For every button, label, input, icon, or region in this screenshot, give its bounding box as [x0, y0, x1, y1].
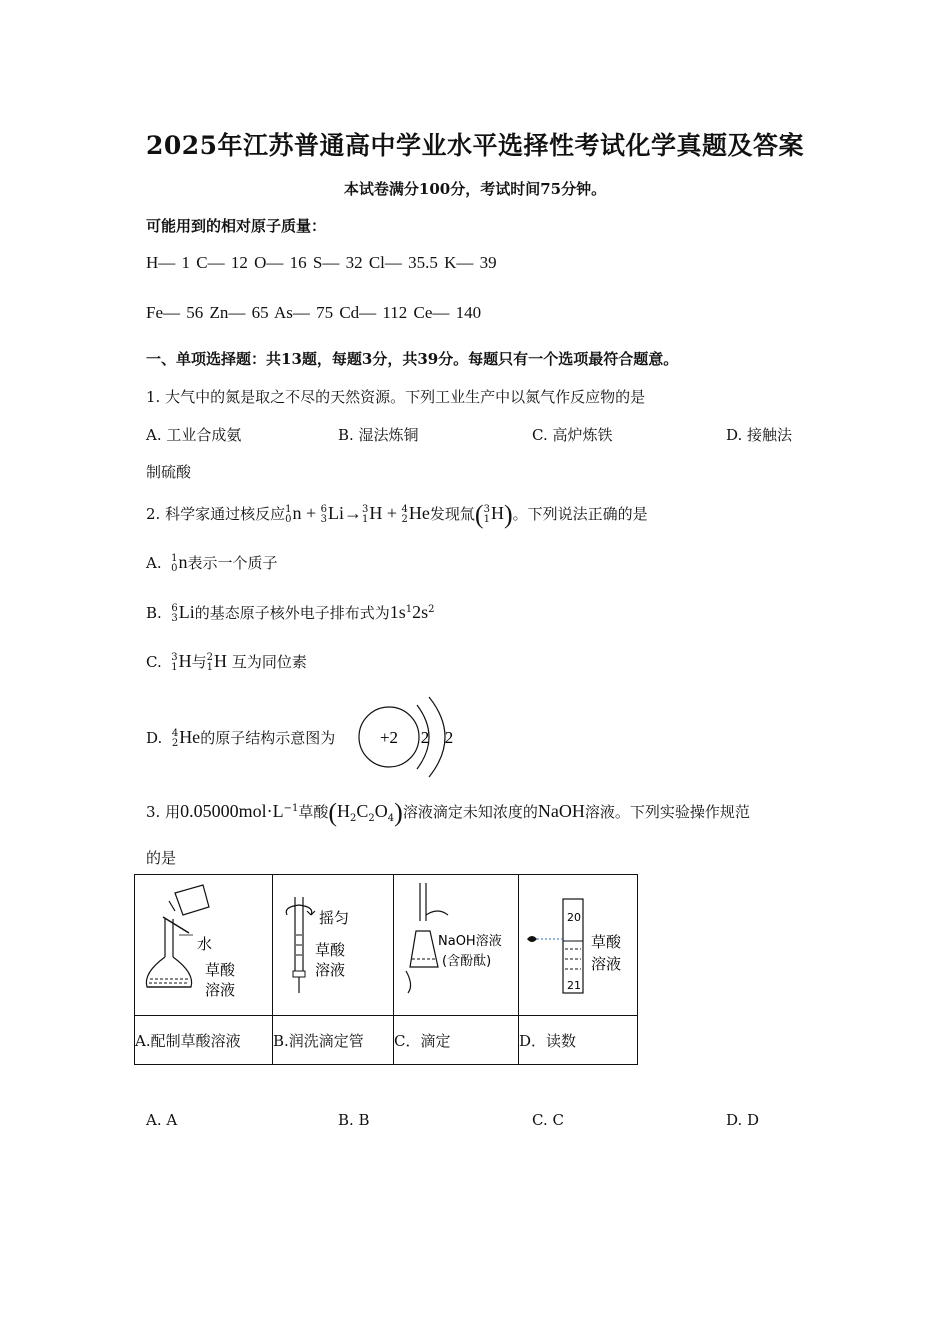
masses-line-2: Fe— 56 Zn— 65 As— 75 Cd— 112 Ce— 140 — [146, 303, 482, 322]
figure-b-burette-rinse — [273, 875, 394, 1016]
q1-option-b: B. 湿法炼铜 — [338, 426, 419, 444]
atomic-structure-diagram — [355, 695, 470, 780]
shell-1-electrons: 2 — [420, 728, 430, 747]
nucleus-charge: +2 — [379, 728, 399, 747]
svg-text:21: 21 — [567, 979, 581, 992]
svg-text:20: 20 — [567, 911, 581, 924]
q1-option-d: D. 接触法 — [726, 426, 793, 444]
shell-2-electrons: 2 — [444, 728, 454, 747]
exam-info: 本试卷满分100分，考试时间75分钟。 — [343, 180, 607, 198]
svg-text:(含酚酞): (含酚酞) — [442, 954, 492, 969]
q2-option-d: D. 4 2 He的原子结构示意图为 — [146, 727, 336, 749]
svg-text:溶液: 溶液 — [591, 955, 622, 973]
q1-option-c: C. 高炉炼铁 — [532, 426, 613, 444]
caption-d: D．读数 — [519, 1016, 638, 1065]
svg-text:NaOH溶液: NaOH溶液 — [438, 934, 502, 949]
caption-c: C．滴定 — [394, 1016, 519, 1065]
reaction-arrow: → — [344, 503, 362, 523]
q3-option-b: B. B — [338, 1111, 370, 1129]
q2-option-a: A. 1 0 n表示一个质子 — [146, 552, 278, 574]
q3-option-d: D. D — [726, 1111, 760, 1129]
question-2-stem: 2. 科学家通过核反应 1 0 n + 6 3 Li→ 3 1 H + 4 2 He发现氚( 3 1 H)。下列说法正确的是 — [146, 500, 648, 529]
masses-line-1: H— 1 C— 12 O— 16 S— 32 Cl— 35.5 K— 39 — [146, 253, 497, 272]
svg-text:草酸: 草酸 — [591, 933, 622, 951]
page-title: 2025年江苏普通高中学业水平选择性考试化学真题及答案 — [145, 131, 805, 160]
svg-text:摇匀: 摇匀 — [319, 909, 350, 927]
question-3-stem: 3. 用$0.05000mol\cdot L^{-1}$草酸$(H_2C_2O_4)$溶液滴定未知浓度的NaOH溶液。下列实验操作规范 — [146, 798, 750, 827]
svg-text:草酸: 草酸 — [315, 941, 346, 959]
q3-option-a: A. A — [146, 1111, 178, 1129]
svg-text:水: 水 — [197, 935, 213, 953]
svg-text:草酸: 草酸 — [205, 961, 236, 979]
q2-option-c: C. 3 1 H与 2 1 H 互为同位素 — [146, 651, 307, 673]
q3-option-c: C. C — [532, 1111, 564, 1129]
figure-c-titration — [394, 875, 519, 1016]
svg-text:溶液: 溶液 — [315, 961, 346, 979]
figure-a-volumetric-flask — [135, 875, 273, 1016]
question-1-stem: 1. 大气中的氮是取之不尽的天然资源。下列工业生产中以氮气作反应物的是 — [146, 388, 646, 406]
experiment-table — [134, 874, 638, 1065]
caption-b: B.润洗滴定管 — [273, 1016, 394, 1065]
section-heading: 一、单项选择题：共13题，每题3分，共39分。每题只有一个选项最符合题意。 — [146, 350, 679, 368]
q1-option-a: A. 工业合成氨 — [146, 426, 242, 444]
question-3-stem-cont: 的是 — [146, 849, 177, 867]
svg-text:溶液: 溶液 — [205, 981, 236, 999]
caption-a: A.配制草酸溶液 — [135, 1016, 273, 1065]
q2-option-b: B. 6 3 Li的基态原子核外电子排布式为$1s^12s^2$ — [146, 602, 435, 624]
masses-heading: 可能用到的相对原子质量： — [146, 217, 327, 235]
figure-d-reading — [519, 875, 638, 1016]
q1-option-d-cont: 制硫酸 — [146, 463, 192, 481]
